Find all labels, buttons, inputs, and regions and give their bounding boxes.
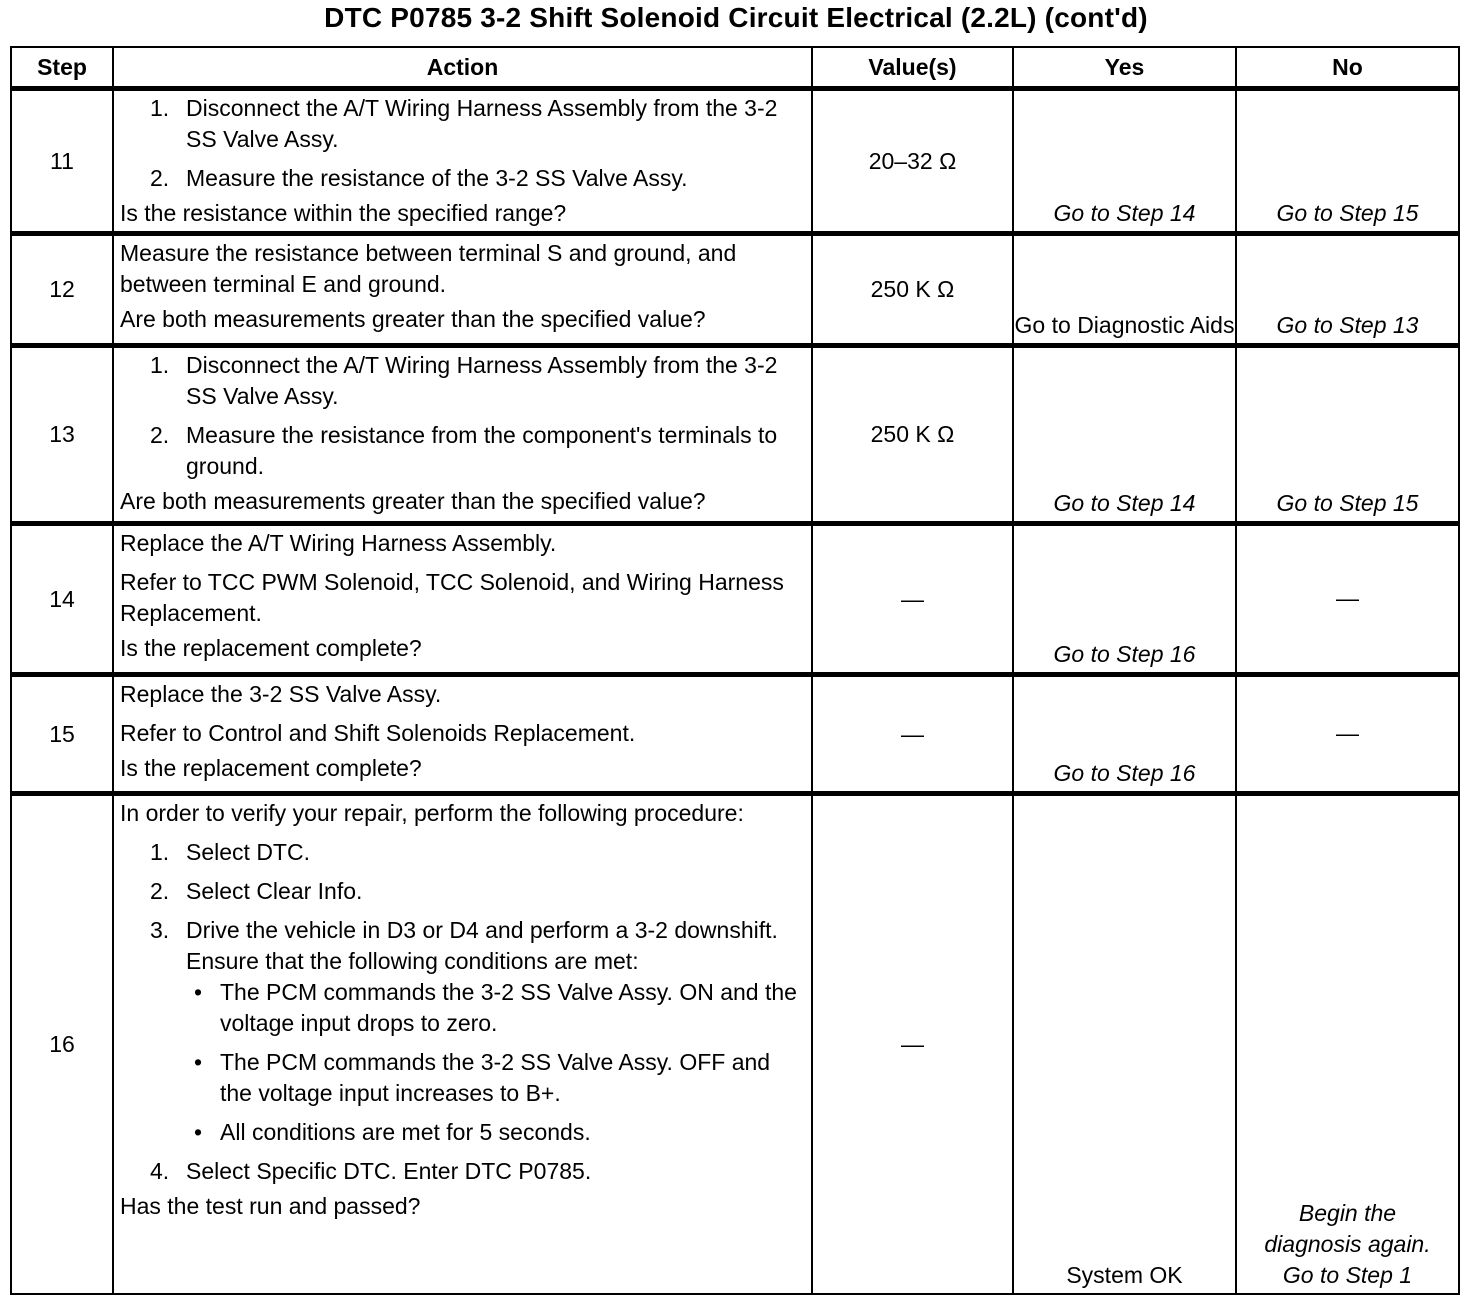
table-row (11, 89, 1459, 234)
no-cell: Go to Step 15 (1236, 89, 1459, 234)
header-values: Value(s) (812, 47, 1013, 89)
action-question: Are both measurements greater than the specified value? (120, 306, 706, 332)
action-cell (113, 346, 812, 524)
no-cell: Go to Step 13 (1236, 234, 1459, 346)
table-header-row (11, 47, 1459, 89)
yes-cell: Go to Step 14 (1013, 346, 1236, 524)
step-number: 16 (11, 794, 113, 1294)
procedure-steps (120, 350, 805, 482)
table-row (11, 675, 1459, 794)
step-number: 13 (11, 346, 113, 524)
list-item: 4. Select Specific DTC. Enter DTC P0785. (150, 1158, 592, 1184)
procedure-steps (120, 837, 805, 1187)
list-item: • The PCM commands the 3-2 SS Valve Assy. ON and the voltage input drops to zero. (194, 979, 797, 1036)
list-item: 1. Disconnect the A/T Wiring Harness Assembly from the 3-2 SS Valve Assy. (150, 95, 778, 152)
header-action: Action (113, 47, 812, 89)
action-text: In order to verify your repair, perform the following procedure: (120, 800, 744, 826)
list-item: • The PCM commands the 3-2 SS Valve Assy. OFF and the voltage input increases to B+. (194, 1049, 771, 1106)
diagnostic-table (10, 46, 1460, 1295)
list-item: 2. Measure the resistance from the component's terminals to ground. (150, 422, 778, 479)
table-row (11, 524, 1459, 675)
action-text: Replace the 3-2 SS Valve Assy. (120, 681, 442, 707)
condition-list (186, 977, 805, 1148)
step-number: 15 (11, 675, 113, 794)
page-title: DTC P0785 3-2 Shift Solenoid Circuit Electrical (2.2L) (cont'd) (324, 2, 1148, 33)
table-row (11, 234, 1459, 346)
list-item: 1. Select DTC. (150, 839, 310, 865)
header-yes: Yes (1013, 47, 1236, 89)
list-item: 1. Disconnect the A/T Wiring Harness Assembly from the 3-2 SS Valve Assy. (150, 352, 778, 409)
no-cell: Go to Step 15 (1236, 346, 1459, 524)
value-cell: — (812, 524, 1013, 675)
value-cell: 250 K Ω (812, 346, 1013, 524)
action-text: Measure the resistance between terminal S and ground, and between terminal E and ground. (120, 240, 737, 297)
yes-cell: Go to Diagnostic Aids (1013, 234, 1236, 346)
table-row (11, 346, 1459, 524)
action-question: Is the replacement complete? (120, 755, 422, 781)
header-step: Step (11, 47, 113, 89)
action-question: Is the resistance within the specified range? (120, 200, 567, 226)
header-no: No (1236, 47, 1459, 89)
no-goto: Go to Step 1 (1282, 1261, 1413, 1288)
list-item: 3. Drive the vehicle in D3 or D4 and perform a 3-2 downshift. Ensure that the following conditions are met: • The PCM commands the 3-2 SS Valve Assy. ON and the voltage input drops to zero. • The PCM commands the 3-2 SS Valve Assy. OFF and the voltage input increases to B+. • All conditions are met for 5 seconds. (120, 915, 805, 1148)
action-question: Has the test run and passed? (120, 1193, 421, 1219)
list-item: 2. Select Clear Info. (150, 878, 363, 904)
action-reference: Refer to Control and Shift Solenoids Replacement. (120, 720, 636, 746)
action-question: Is the replacement complete? (120, 635, 422, 661)
list-item: • All conditions are met for 5 seconds. (194, 1119, 591, 1145)
yes-cell: Go to Step 14 (1013, 89, 1236, 234)
action-cell (113, 794, 812, 1294)
step-number: 11 (11, 89, 113, 234)
yes-cell: System OK (1013, 794, 1236, 1294)
value-cell: 20–32 Ω (812, 89, 1013, 234)
step-number: 14 (11, 524, 113, 675)
procedure-steps (120, 93, 805, 194)
no-cell: — (1236, 675, 1459, 794)
action-reference: Refer to TCC PWM Solenoid, TCC Solenoid, and Wiring Harness Replacement. (120, 569, 784, 626)
action-cell (113, 234, 812, 346)
action-cell (113, 524, 812, 675)
step-number: 12 (11, 234, 113, 346)
value-cell: — (812, 675, 1013, 794)
yes-cell: Go to Step 16 (1013, 675, 1236, 794)
action-question: Are both measurements greater than the specified value? (120, 488, 706, 514)
action-cell (113, 89, 812, 234)
no-text: Begin the diagnosis again. (1264, 1199, 1431, 1257)
value-cell: 250 K Ω (812, 234, 1013, 346)
action-cell (113, 675, 812, 794)
no-cell (1236, 794, 1459, 1294)
no-cell: — (1236, 524, 1459, 675)
value-cell: — (812, 794, 1013, 1294)
list-item: 2. Measure the resistance of the 3-2 SS Valve Assy. (150, 165, 688, 191)
table-row (11, 794, 1459, 1294)
yes-cell: Go to Step 16 (1013, 524, 1236, 675)
action-text: Replace the A/T Wiring Harness Assembly. (120, 530, 557, 556)
